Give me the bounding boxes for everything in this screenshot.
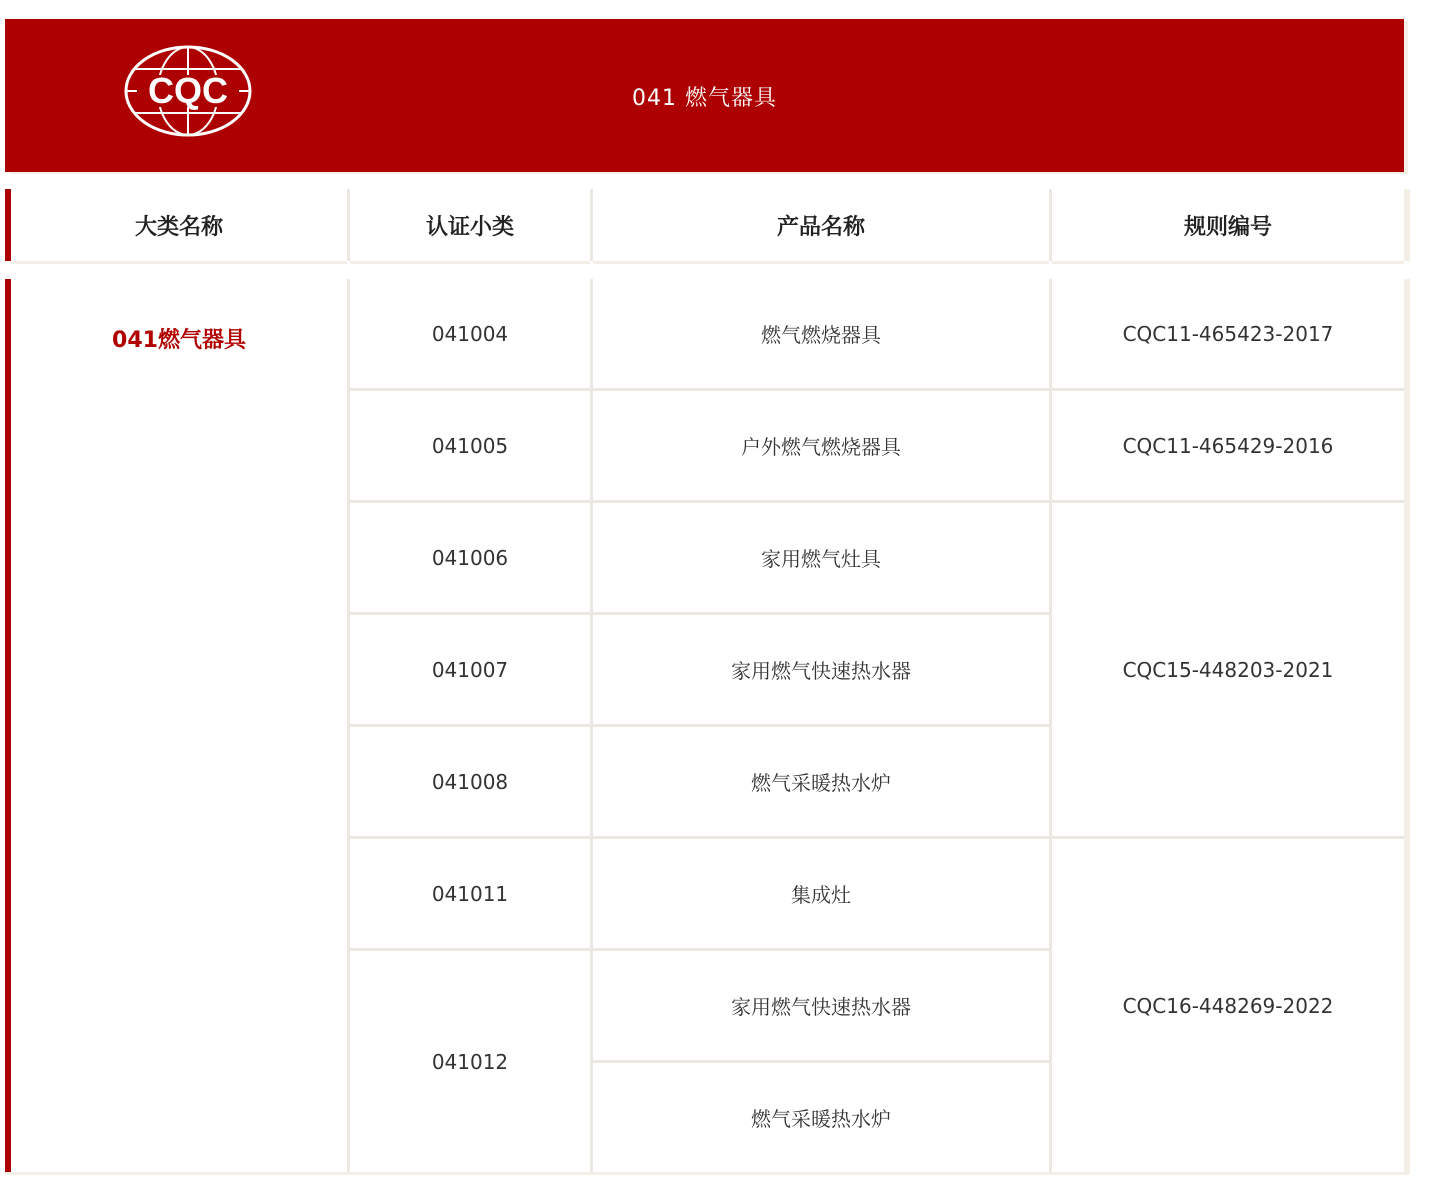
header-divider: [347, 189, 350, 261]
product-cell: 家用燃气灶具: [593, 503, 1049, 612]
subcategory-cell: 041006: [350, 503, 590, 612]
product-cell: 集成灶: [593, 839, 1049, 948]
subcategory-cell: 041004: [350, 279, 590, 388]
subcategory-cell: 041008: [350, 727, 590, 836]
rule-cell: CQC15-448203-2021: [1052, 503, 1404, 836]
major-category-cell: [11, 279, 347, 1172]
rule-cell: CQC16-448269-2022: [1052, 839, 1404, 1172]
header-banner: [5, 19, 1404, 172]
column-header-subcategory: 认证小类: [350, 189, 590, 261]
product-cell: 燃气燃烧器具: [593, 279, 1049, 388]
header-divider: [590, 189, 593, 261]
subcategory-cell: 041011: [350, 839, 590, 948]
header-shadow: [1404, 189, 1410, 261]
major-category-label: 041燃气器具: [112, 328, 246, 353]
column-header-product: 产品名称: [593, 189, 1049, 261]
subcategory-cell: 041012: [350, 951, 590, 1172]
subcategory-cell: 041007: [350, 615, 590, 724]
column-header-rule: 规则编号: [1052, 189, 1404, 261]
product-cell: 户外燃气燃烧器具: [593, 391, 1049, 500]
product-cell: 家用燃气快速热水器: [593, 951, 1049, 1060]
product-cell: 家用燃气快速热水器: [593, 615, 1049, 724]
rule-cell: CQC11-465429-2016: [1052, 391, 1404, 500]
rule-cell: CQC11-465423-2017: [1052, 279, 1404, 388]
logo-text: CQC: [148, 70, 228, 111]
product-cell: 燃气采暖热水炉: [593, 727, 1049, 836]
table-bottom-edge: [5, 1172, 1410, 1175]
body-shadow: [1404, 279, 1410, 1172]
page-title: 041 燃气器具: [632, 86, 777, 111]
product-cell: 燃气采暖热水炉: [593, 1063, 1049, 1172]
header-divider: [1049, 189, 1052, 261]
column-header-major: 大类名称: [11, 189, 347, 261]
subcategory-cell: 041005: [350, 391, 590, 500]
